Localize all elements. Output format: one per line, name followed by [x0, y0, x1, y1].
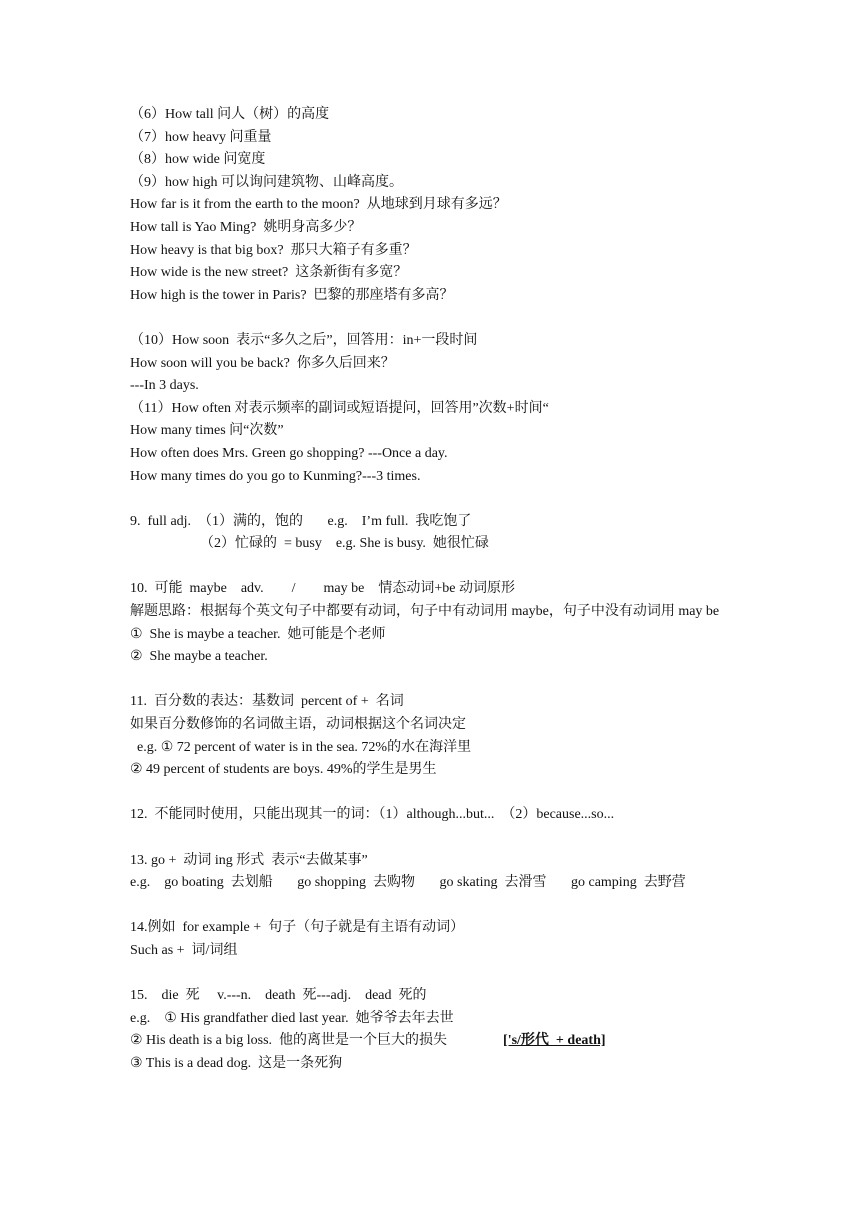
- text-line: How many times 问“次数”: [130, 423, 284, 439]
- text-line: （2）忙碌的 = busy e.g. She is busy. 她很忙碌: [130, 536, 489, 552]
- text-line: 12. 不能同时使用，只能出现其一的词：（1）although...but... （2）because...so...: [130, 807, 615, 823]
- text-line: Such as + 词/词组: [130, 942, 238, 958]
- text-line: （7）how heavy 问重量: [130, 129, 272, 145]
- text-line: 如果百分数修饰的名词做主语，动词根据这个名词决定: [130, 717, 466, 733]
- text-line: How heavy is that big box? 那只大箱子有多重？: [130, 242, 417, 258]
- text-segment: ② His death is a big loss. 他的离世是一个巨大的损失: [130, 1033, 448, 1049]
- blank-line: [130, 669, 740, 692]
- possessive-note: ['s/形代 + death]: [503, 1033, 606, 1049]
- text-line: 14.例如 for example + 句子（句子就是有主语有动词）: [130, 920, 465, 936]
- text-line: How many times do you go to Kunming?---3 times.: [130, 468, 421, 484]
- text-line: How tall is Yao Ming? 姚明身高多少？: [130, 219, 362, 235]
- text-line: e.g. ① His grandfather died last year. 她爷爷去年去世: [130, 1010, 454, 1026]
- text-line: How far is it from the earth to the moon? 从地球到月球有多远？: [130, 197, 507, 213]
- text-line: （10）How soon 表示“多久之后”，回答用：in+一段时间: [130, 332, 478, 348]
- text-line: （6）How tall 问人（树）的高度: [130, 107, 330, 122]
- text-line: 15. die 死 v.---n. death 死---adj. dead 死的: [130, 988, 427, 1004]
- text-line: 9. full adj. （1）满的，饱的 e.g. I’m full. 我吃饱了: [130, 513, 472, 529]
- text-line: ② 49 percent of students are boys. 49%的学生是男生: [130, 762, 437, 778]
- text-line: 13. go + 动词 ing 形式 表示“去做某事”: [130, 852, 368, 868]
- blank-line: [130, 556, 740, 579]
- text-line: e.g. ① 72 percent of water is in the sea. 72%的水在海洋里: [130, 739, 472, 755]
- text-line: How soon will you be back? 你多久后回来？: [130, 355, 395, 371]
- text-line: （8）how wide 问宽度: [130, 152, 266, 168]
- text-line: 解题思路：根据每个英文句子中都要有动词，句子中有动词用 maybe，句子中没有动词用 may be: [130, 604, 720, 620]
- blank-line: [130, 307, 740, 330]
- text-line: e.g. go boating 去划船 go shopping 去购物 go skating 去滑雪 go camping 去野营: [130, 875, 686, 891]
- text-line: 11. 百分数的表达：基数词 percent of + 名词: [130, 694, 404, 710]
- text-line: ③ This is a dead dog. 这是一条死狗: [130, 1055, 343, 1071]
- text-line: ---In 3 days.: [130, 378, 199, 394]
- text-line: How wide is the new street? 这条新街有多宽？: [130, 265, 408, 281]
- blank-line: [130, 963, 740, 986]
- text-line: How high is the tower in Paris? 巴黎的那座塔有多高？: [130, 287, 454, 303]
- text-line: （9）how high 可以询问建筑物、山峰高度。: [130, 174, 403, 190]
- text-line: [130, 1030, 740, 1053]
- blank-line: [130, 488, 740, 511]
- text-line: 10. 可能 maybe adv. / may be 情态动词+be 动词原形: [130, 581, 515, 597]
- text-line: （11）How often 对表示频率的副词或短语提问，回答用”次数+时间“: [130, 400, 549, 416]
- document-body: [130, 104, 740, 1076]
- blank-line: [130, 827, 740, 850]
- blank-line: [130, 895, 740, 918]
- text-line: ② She maybe a teacher.: [130, 649, 268, 665]
- blank-line: [130, 782, 740, 805]
- text-line: How often does Mrs. Green go shopping? ---Once a day.: [130, 445, 448, 461]
- text-line: ① She is maybe a teacher. 她可能是个老师: [130, 626, 386, 642]
